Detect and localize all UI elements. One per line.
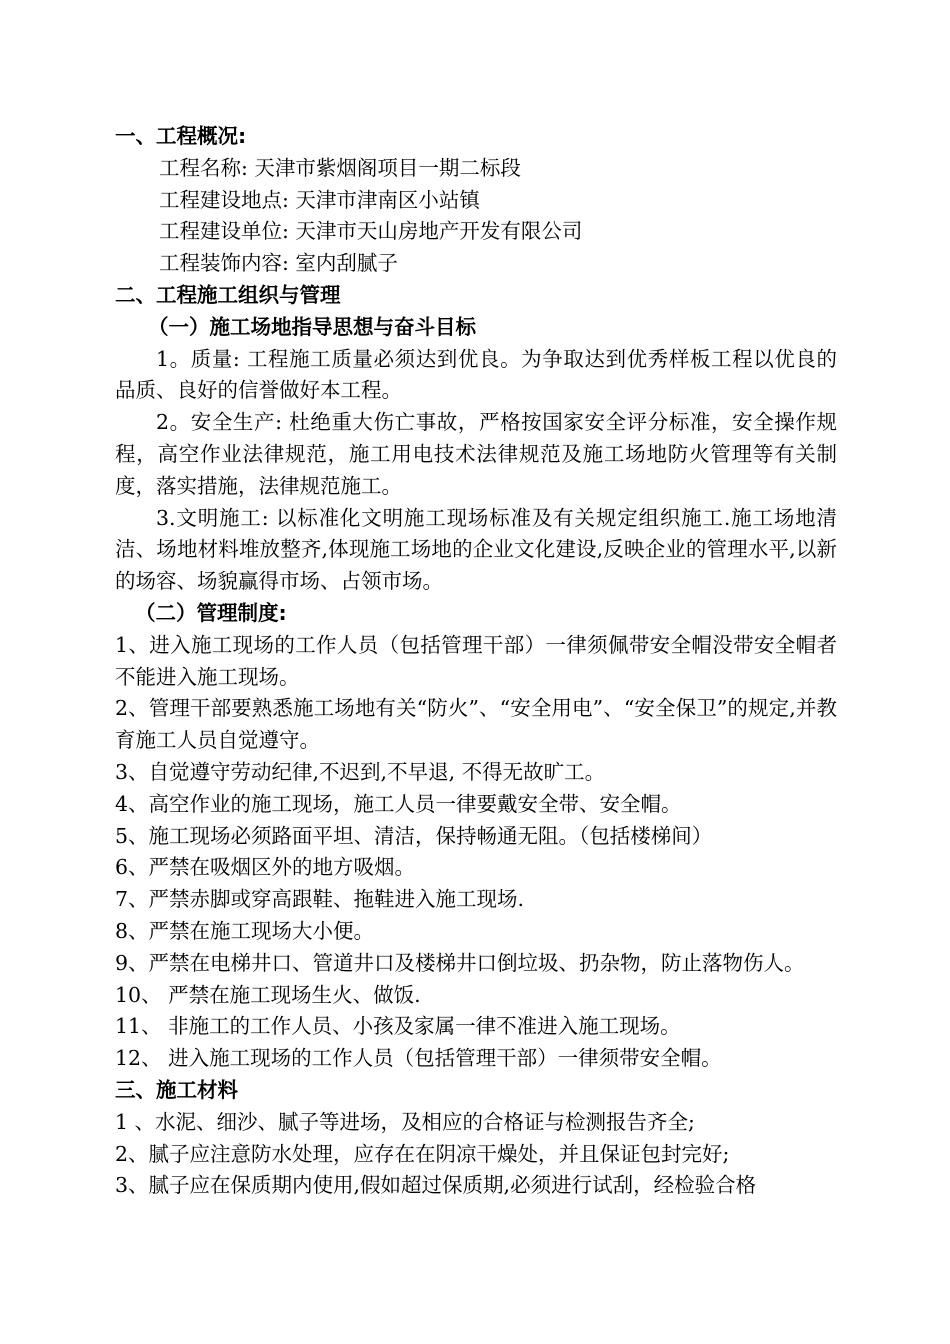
document-body [115, 121, 837, 1202]
goal-civilized-construction: 3.文明施工: 以标准化文明施工现场标准及有关规定组织施工.施工场地清洁、场地材料堆放整齐,体现施工场地的企业文化建设,反映企业的管理水平,以新的场容、场貌赢得市场、占领市场。 [115, 505, 837, 594]
section-heading-materials: 三、施工材料 [115, 1077, 238, 1102]
section-heading-organization: 二、工程施工组织与管理 [115, 282, 341, 307]
project-location: 工程建设地点: 天津市津南区小站镇 [159, 187, 480, 212]
rule-item: 9、严禁在电梯井口、管道井口及楼梯井口倒垃圾、扔杂物，防止落物伤人。 [115, 950, 805, 975]
rule-item: 5、施工现场必须路面平坦、清洁，保持畅通无阻。（包括楼梯间） [115, 823, 713, 848]
rule-item: 3、自觉遵守劳动纪律,不迟到,不早退, 不得无故旷工。 [115, 759, 606, 784]
rule-item: 1、进入施工现场的工作人员（包括管理干部）一律须佩带安全帽没带安全帽者不能进入施工现场。 [115, 632, 837, 689]
subsection-heading-rules: （二）管理制度: [135, 600, 287, 625]
rule-item: 12、 进入施工现场的工作人员（包括管理干部）一律须带安全帽。 [115, 1046, 722, 1071]
goal-safety: 2。安全生产: 杜绝重大伤亡事故，严格按国家安全评分标准，安全操作规程，高空作业法律规范，施工用电技术法律规范及施工场地防火管理等有关制度，落实措施，法律规范施工。 [115, 410, 837, 498]
material-item: 3、腻子应在保质期内使用,假如超过保质期,必须进行试刮，经检验合格 [115, 1173, 757, 1198]
rule-item: 10、 严禁在施工现场生火、做饭. [115, 982, 421, 1007]
goal-quality: 1。质量: 工程施工质量必须达到优良。为争取达到优秀样板工程以优良的品质、良好的信誉做好本工程。 [115, 346, 837, 403]
rule-item: 7、严禁赤脚或穿高跟鞋、拖鞋进入施工现场. [115, 887, 525, 912]
material-item: 2、腻子应注意防水处理，应存在在阴凉干燥处，并且保证包封完好; [115, 1141, 730, 1166]
rule-item: 11、 非施工的工作人员、小孩及家属一律不准进入施工现场。 [115, 1014, 681, 1039]
project-name: 工程名称: 天津市紫烟阁项目一期二标段 [159, 155, 521, 180]
project-decoration-content: 工程装饰内容: 室内刮腻子 [159, 251, 398, 276]
subsection-heading-goals: （一）施工场地指导思想与奋斗目标 [148, 314, 476, 339]
project-owner: 工程建设单位: 天津市天山房地产开发有限公司 [159, 219, 583, 244]
rule-item: 4、高空作业的施工现场，施工人员一律要戴安全带、安全帽。 [115, 791, 682, 816]
section-heading-overview: 一、工程概况: [115, 124, 247, 148]
rule-item: 2、管理干部要熟悉施工场地有关“防火”、“安全用电”、“安全保卫”的规定,并教育施工人员自觉遵守。 [115, 696, 837, 753]
rule-item: 8、严禁在施工现场大小便。 [115, 918, 375, 943]
rule-item: 6、严禁在吸烟区外的地方吸烟。 [115, 855, 416, 880]
material-item: 1 、水泥、细沙、腻子等进场，及相应的合格证与检测报告齐全; [115, 1109, 695, 1134]
